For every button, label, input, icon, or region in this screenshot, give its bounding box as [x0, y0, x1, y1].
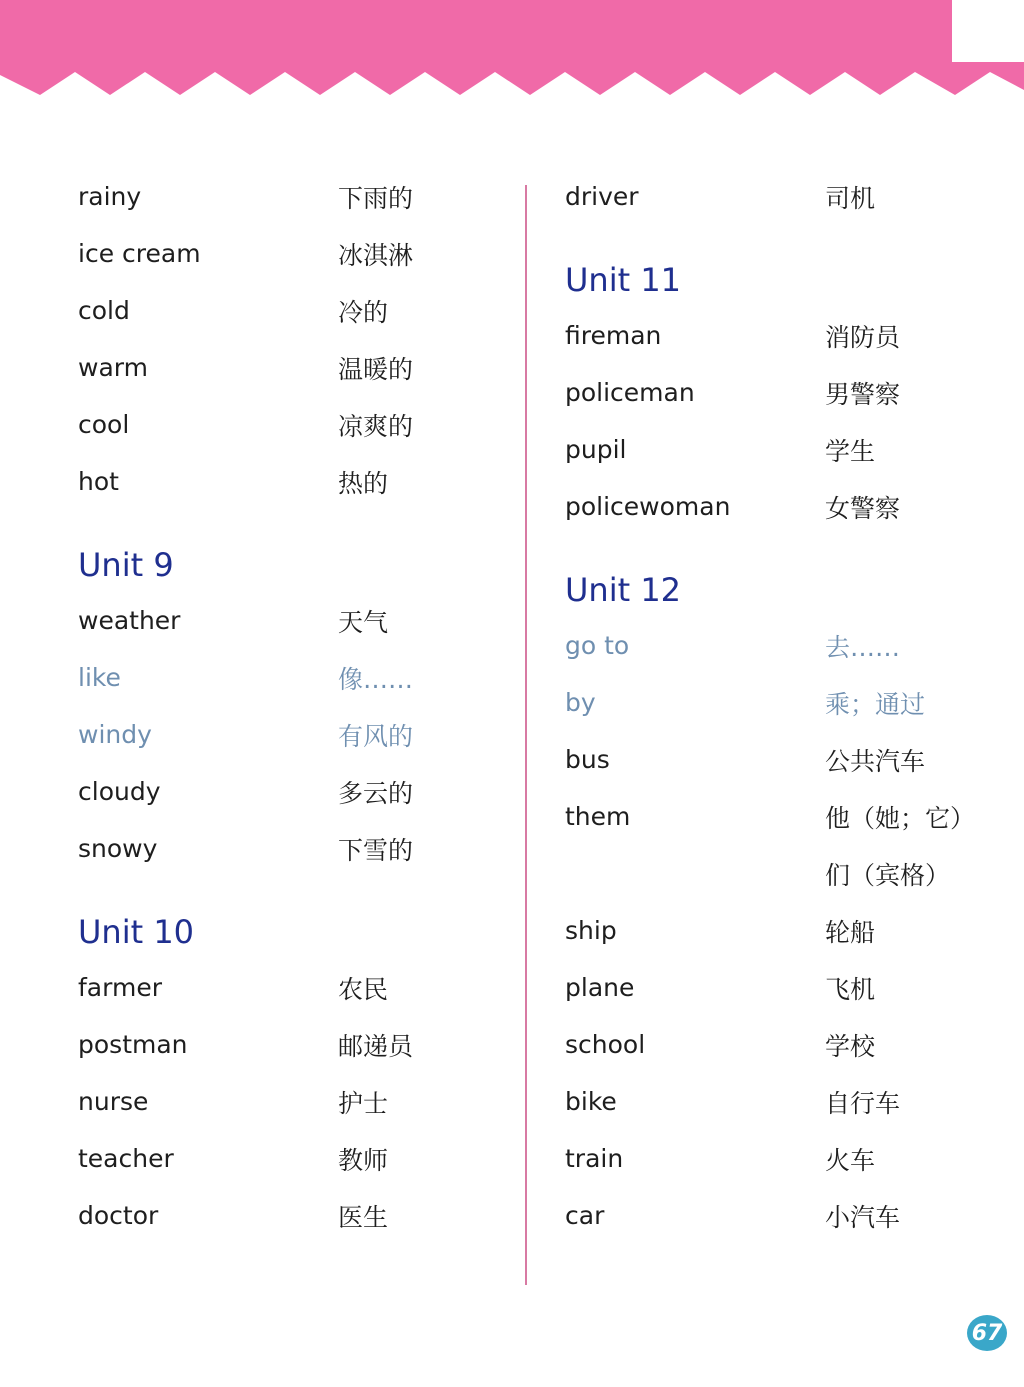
- list-item: [78, 396, 498, 453]
- word-en: policeman: [565, 378, 695, 407]
- word-en: policewoman: [565, 492, 731, 521]
- word-en: warm: [78, 353, 148, 382]
- column-divider: [525, 185, 527, 1285]
- word-en: hot: [78, 467, 119, 496]
- list-item: [78, 763, 498, 820]
- word-zh: 护士: [338, 1088, 389, 1118]
- list-item: [78, 1187, 498, 1244]
- word-en: teacher: [78, 1144, 174, 1173]
- word-zh: 有风的: [338, 721, 414, 751]
- list-item: [565, 307, 1015, 364]
- list-item: [565, 421, 1015, 478]
- list-item: [78, 959, 498, 1016]
- unit-12-heading: Unit 12: [565, 571, 682, 609]
- word-zh: 消防员: [825, 322, 901, 352]
- word-zh: 们（宾格）: [825, 860, 951, 890]
- word-zh: 下雪的: [338, 835, 414, 865]
- word-zh: 司机: [825, 183, 876, 213]
- list-item: [78, 1130, 498, 1187]
- list-item: [565, 959, 1015, 1016]
- word-en: cool: [78, 410, 130, 439]
- word-zh: 飞机: [825, 974, 876, 1004]
- word-zh: 天气: [338, 607, 389, 637]
- word-en: bus: [565, 745, 610, 774]
- list-item: [78, 820, 498, 877]
- list-item: [78, 706, 498, 763]
- word-zh: 像……: [338, 664, 414, 694]
- word-zh: 冰淇淋: [338, 240, 414, 270]
- word-en: by: [565, 688, 596, 717]
- word-zh: 男警察: [825, 379, 901, 409]
- word-en: them: [565, 802, 631, 831]
- word-zh: 轮船: [825, 917, 876, 947]
- word-zh: 多云的: [338, 778, 414, 808]
- list-item: [565, 1016, 1015, 1073]
- word-zh: 下雨的: [338, 183, 414, 213]
- word-en: bike: [565, 1087, 617, 1116]
- list-item: [565, 674, 1015, 731]
- word-zh: 农民: [338, 974, 389, 1004]
- word-en: cloudy: [78, 777, 161, 806]
- page-number-badge: 67: [967, 1315, 1007, 1351]
- word-en: ice cream: [78, 239, 201, 268]
- word-zh: 热的: [338, 468, 389, 498]
- word-en: pupil: [565, 435, 627, 464]
- word-en: driver: [565, 182, 639, 211]
- word-zh: 去……: [825, 632, 901, 662]
- word-en: windy: [78, 720, 152, 749]
- word-zh: 温暖的: [338, 354, 414, 384]
- list-item: [565, 731, 1015, 788]
- word-en: doctor: [78, 1201, 159, 1230]
- list-item: [565, 364, 1015, 421]
- word-zh: 凉爽的: [338, 411, 414, 441]
- list-item: [565, 617, 1015, 674]
- word-zh: 冷的: [338, 297, 389, 327]
- word-zh: 教师: [338, 1145, 389, 1175]
- list-item: [78, 1073, 498, 1130]
- list-item: [78, 225, 498, 282]
- list-item: [78, 453, 498, 510]
- word-zh: 公共汽车: [825, 746, 926, 776]
- list-item: [565, 788, 1015, 845]
- word-en: rainy: [78, 182, 142, 211]
- right-column: [565, 168, 1015, 1244]
- list-item: [565, 478, 1015, 535]
- word-en: cold: [78, 296, 130, 325]
- word-zh: 医生: [338, 1202, 389, 1232]
- list-item: [78, 649, 498, 706]
- word-zh: 邮递员: [338, 1031, 414, 1061]
- word-en: nurse: [78, 1087, 149, 1116]
- pink-zigzag-banner: [0, 0, 1024, 110]
- word-zh: 自行车: [825, 1088, 901, 1118]
- word-zh: 学生: [825, 436, 876, 466]
- word-zh: 火车: [825, 1145, 876, 1175]
- list-item: [565, 902, 1015, 959]
- list-item: [565, 1130, 1015, 1187]
- word-en: postman: [78, 1030, 188, 1059]
- word-zh: 小汽车: [825, 1202, 901, 1232]
- unit-9-heading: Unit 9: [78, 546, 174, 584]
- word-en: like: [78, 663, 121, 692]
- word-en: go to: [565, 631, 630, 660]
- list-item-continuation: [565, 845, 1015, 902]
- list-item: [78, 282, 498, 339]
- word-zh: 学校: [825, 1031, 876, 1061]
- list-item: [565, 168, 1015, 225]
- left-column: [78, 168, 498, 1244]
- list-item: [565, 1187, 1015, 1244]
- word-zh: 女警察: [825, 493, 901, 523]
- word-en: car: [565, 1201, 605, 1230]
- word-en: farmer: [78, 973, 162, 1002]
- list-item: [565, 1073, 1015, 1130]
- word-en: weather: [78, 606, 181, 635]
- word-zh: 乘；通过: [825, 689, 926, 719]
- word-en: train: [565, 1144, 624, 1173]
- unit-11-heading: Unit 11: [565, 261, 682, 299]
- word-en: snowy: [78, 834, 158, 863]
- word-en: ship: [565, 916, 617, 945]
- word-en: school: [565, 1030, 646, 1059]
- list-item: [78, 168, 498, 225]
- list-item: [78, 1016, 498, 1073]
- word-zh: 他（她；它）: [825, 803, 976, 833]
- list-item: [78, 339, 498, 396]
- unit-10-heading: Unit 10: [78, 913, 195, 951]
- list-item: [78, 592, 498, 649]
- word-en: plane: [565, 973, 635, 1002]
- word-en: fireman: [565, 321, 662, 350]
